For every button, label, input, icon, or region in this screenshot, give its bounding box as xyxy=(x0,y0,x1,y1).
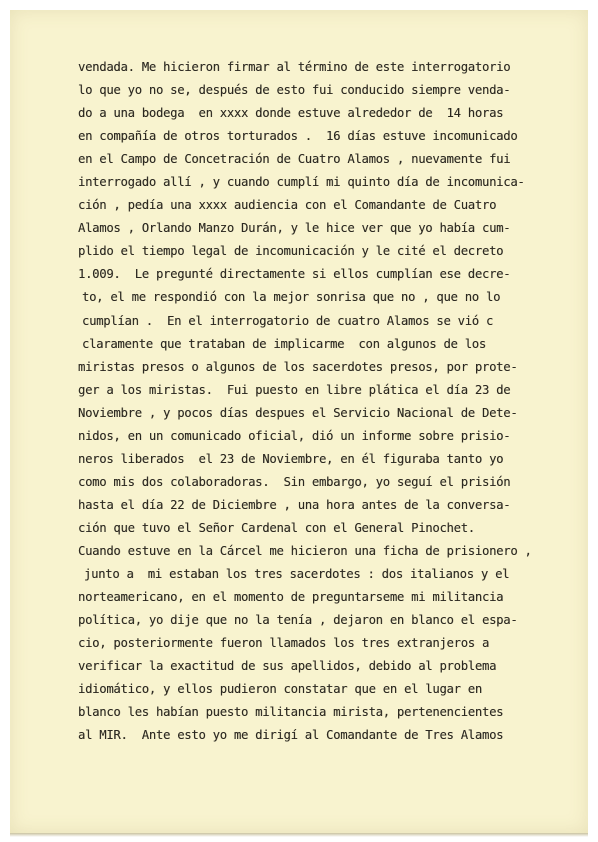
text-line: nidos, en un comunicado oficial, dió un informe sobre prisio- xyxy=(78,428,511,443)
text-line: 1.009. Le pregunté directamente si ellos cumplían ese decre- xyxy=(78,267,511,282)
text-line: miristas presos o algunos de los sacerdotes presos, por prote- xyxy=(78,359,518,374)
text-line: blanco les habían puesto militancia mirista, pertenencientes xyxy=(78,705,504,720)
text-line: ción , pedía una xxxx audiencia con el Comandante de Cuatro xyxy=(78,198,497,213)
text-line: en compañía de otros torturados . 16 días estuve incomunicado xyxy=(78,129,518,144)
text-line: do a una bodega en xxxx donde estuve alrededor de 14 horas xyxy=(78,106,504,121)
text-line: plido el tiempo legal de incomunicación y le cité el decreto xyxy=(78,244,504,259)
text-line: lo que yo no se, después de esto fui conducido siempre venda- xyxy=(78,83,511,98)
text-line: Cuando estuve en la Cárcel me hicieron una ficha de prisionero , xyxy=(78,543,532,558)
text-line: al MIR. Ante esto yo me dirigí al Comandante de Tres Alamos xyxy=(78,728,504,743)
text-line: cio, posteriormente fueron llamados los tres extranjeros a xyxy=(78,636,490,651)
text-line: política, yo dije que no la tenía , dejaron en blanco el espa- xyxy=(78,613,518,628)
text-line: verificar la exactitud de sus apellidos, debido al problema xyxy=(78,659,497,674)
page-edge-shadow xyxy=(10,833,588,837)
typewritten-text-block xyxy=(78,56,548,747)
text-line: Noviembre , y pocos días despues el Servicio Nacional de Dete- xyxy=(78,405,518,420)
text-line: norteamericano, en el momento de preguntarseme mi militancia xyxy=(78,590,504,605)
text-line: junto a mi estaban los tres sacerdotes : dos italianos y el xyxy=(84,567,510,582)
text-line: en el Campo de Concetración de Cuatro Alamos , nuevamente fui xyxy=(78,152,511,167)
text-line: hasta el día 22 de Diciembre , una hora antes de la conversa- xyxy=(78,497,511,512)
text-line: cumplían . En el interrogatorio de cuatro Alamos se vió c xyxy=(82,313,494,328)
text-line: neros liberados el 23 de Noviembre, en él figuraba tanto yo xyxy=(78,451,504,466)
text-line: Alamos , Orlando Manzo Durán, y le hice ver que yo había cum- xyxy=(78,221,511,236)
text-line: claramente que trataban de implicarme con algunos de los xyxy=(82,336,486,351)
text-line: como mis dos colaboradoras. Sin embargo, yo seguí el prisión xyxy=(78,474,511,489)
text-line: ción que tuvo el Señor Cardenal con el General Pinochet. xyxy=(78,520,475,535)
text-line: to, el me respondió con la mejor sonrisa que no , que no lo xyxy=(82,290,501,305)
text-line: interrogado allí , y cuando cumplí mi quinto día de incomunica- xyxy=(78,175,525,190)
text-line: vendada. Me hicieron firmar al término de este interrogatorio xyxy=(78,60,511,74)
text-line: ger a los miristas. Fui puesto en libre plática el día 23 de xyxy=(78,382,511,397)
text-line: idiomático, y ellos pudieron constatar que en el lugar en xyxy=(78,682,482,697)
